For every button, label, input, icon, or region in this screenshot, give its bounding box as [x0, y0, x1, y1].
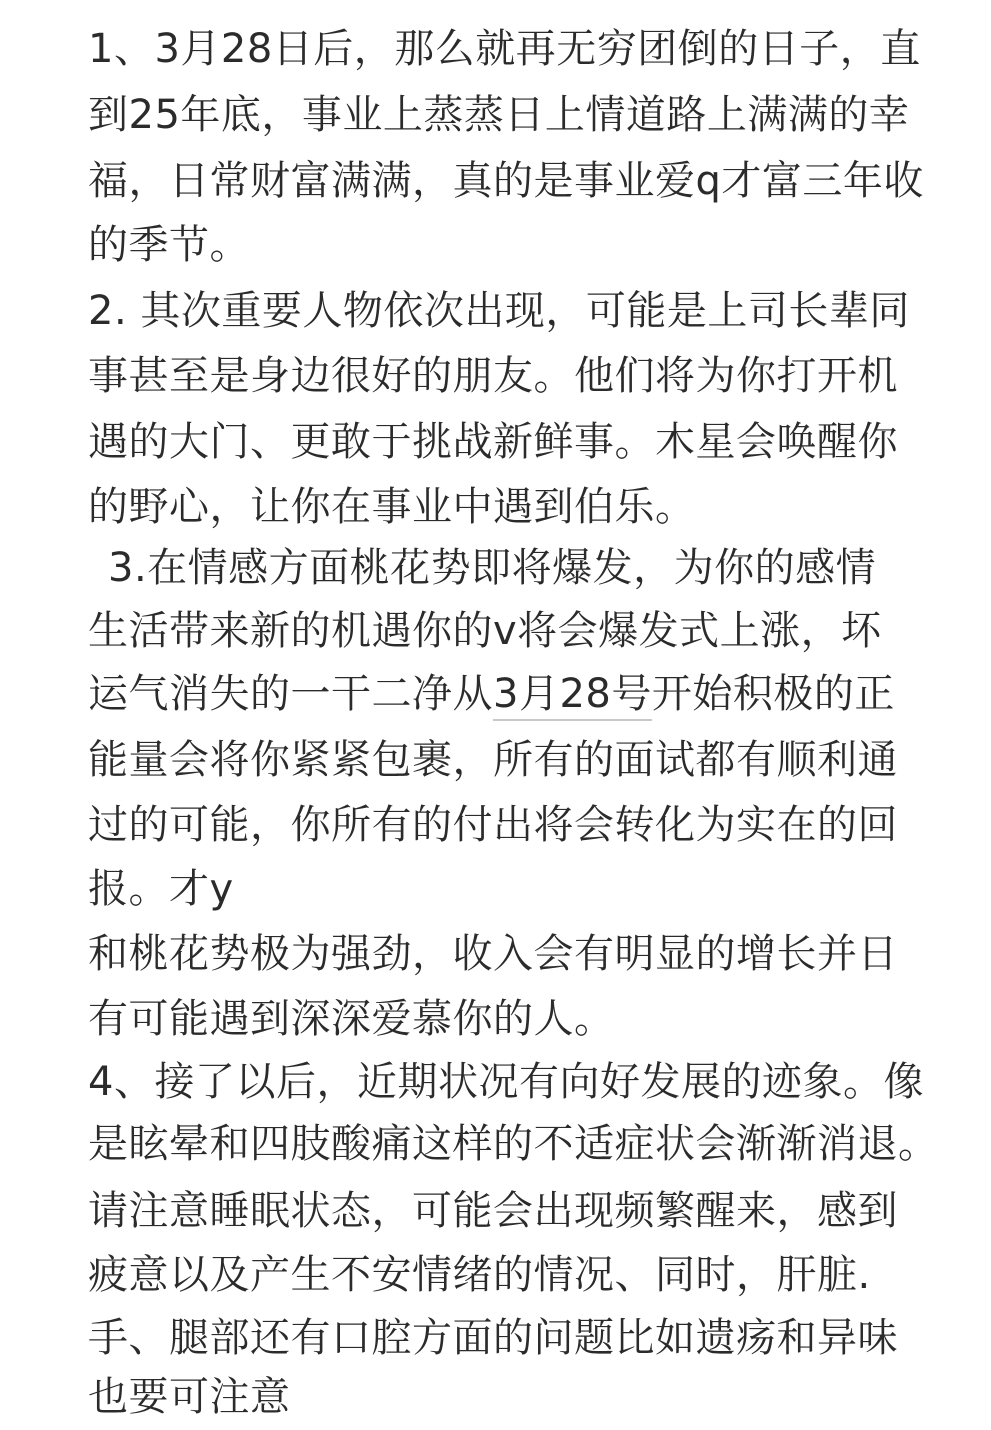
text-segment: 运气消失的一干二净从: [88, 671, 493, 717]
text-line: 2. 其次重要人物依次出现，可能是上司长辈同: [88, 288, 910, 334]
text-line: 的季节。: [88, 222, 250, 268]
highlighted-date: 3月28号: [493, 671, 652, 721]
text-line: 报。才y: [88, 866, 234, 912]
text-line: 请注意睡眠状态，可能会出现频繁醒来，感到: [88, 1188, 898, 1234]
text-line: 是眩晕和四肢酸痛这样的不适症状会渐渐消退。: [88, 1121, 939, 1167]
text-line: 事甚至是身边很好的朋友。他们将为你打开机: [88, 353, 898, 399]
text-line: 到25年底，事业上蒸蒸日上情道路上满满的幸: [88, 92, 910, 138]
text-line: 有可能遇到深深爱慕你的人。: [88, 996, 615, 1042]
text-line: 手、腿部还有口腔方面的问题比如遗疡和异味: [88, 1315, 898, 1361]
text-line: [88, 661, 895, 727]
text-line: 也要可注意: [88, 1374, 291, 1420]
text-line: 能量会将你紧紧包裹，所有的面试都有顺利通: [88, 737, 898, 783]
text-line: 福，日常财富满满，真的是事业爱q才富三年收: [88, 158, 924, 204]
text-line: 4、接了以后，近期状况有向好发展的迹象。像: [88, 1059, 924, 1105]
text-segment: 开始积极的正: [651, 671, 895, 717]
text-line: 遇的大门、更敢于挑战新鲜事。木星会唤醒你: [88, 419, 898, 465]
text-line: 1、3月28日后，那么就再无穷团倒的日子，直: [88, 26, 921, 72]
text-line: 疲意以及产生不安情绪的情况、同时，肝脏.: [88, 1252, 871, 1298]
text-line: 3.在情感方面桃花势即将爆发，为你的感情: [108, 545, 877, 591]
text-line: 的野心，让你在事业中遇到伯乐。: [88, 484, 696, 530]
text-line: 生活带来新的机遇你的v将会爆发式上涨，坏: [88, 608, 882, 654]
text-line: 和桃花势极为强劲，收入会有明显的增长并日: [88, 931, 898, 977]
text-line: 过的可能，你所有的付出将会转化为实在的回: [88, 802, 898, 848]
